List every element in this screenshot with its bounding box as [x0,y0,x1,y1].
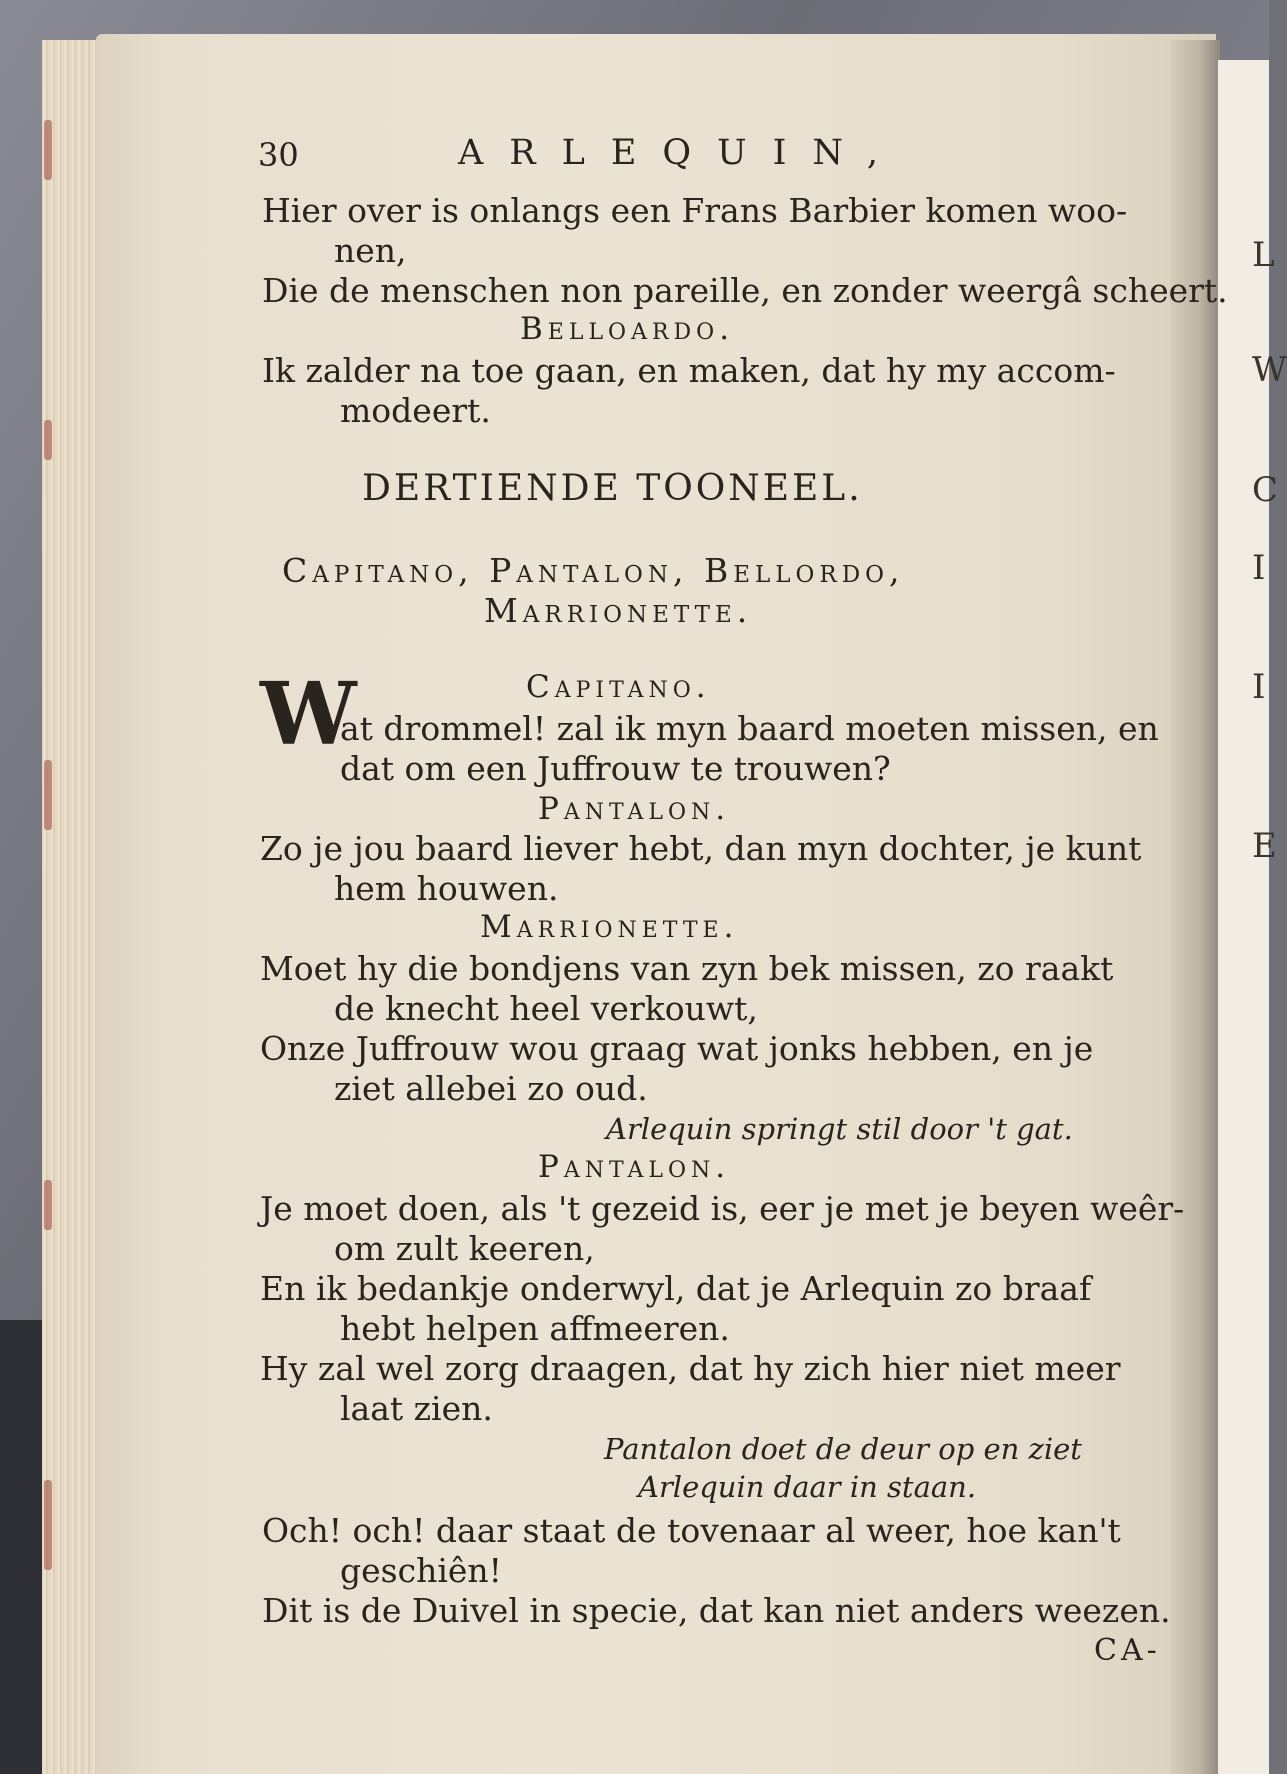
speaker-pantalon: Pantalon. [538,1149,731,1185]
text-line: Je moet doen, als 't gezeid is, eer je met je beyen weêr- [260,1189,1185,1228]
facing-page-letter: E [1252,826,1277,866]
cast-list: Marrionette. [484,591,753,630]
stage-direction: Arlequin springt stil door 't gat. [606,1112,1073,1146]
text-line: modeert. [340,391,491,430]
scene-title: DERTIENDE TOONEEL. [362,468,863,509]
text-line: Moet hy die bondjens van zyn bek missen, zo raakt [260,949,1114,988]
text-line: ziet allebei zo oud. [334,1069,648,1108]
text-line: hem houwen. [334,869,559,908]
text-line: Zo je jou baard liever hebt, dan myn dochter, je kunt [260,829,1142,868]
facing-page-letter: I [1252,548,1266,588]
text-line: at drommel! zal ik myn baard moeten missen, en [340,709,1159,748]
text-line: de knecht heel verkouwt, [334,989,758,1028]
text-line: Hy zal wel zorg draagen, dat hy zich hier niet meer [260,1349,1121,1388]
facing-page-letter: W [1252,350,1287,390]
text-line: laat zien. [340,1389,493,1428]
edge-stain [44,760,52,830]
speaker-marrionette: Marrionette. [480,909,739,945]
stage-direction: Pantalon doet de deur op en ziet [604,1432,1082,1466]
facing-page [1218,60,1269,1774]
text-line: En ik bedankje onderwyl, dat je Arlequin zo braaf [260,1269,1092,1308]
text-line: Die de menschen non pareille, en zonder weergâ scheert. [262,271,1228,310]
text-line: om zult keeren, [334,1229,595,1268]
edge-stain [44,1180,52,1230]
page-header [258,130,1138,178]
drop-capital: W [260,664,357,765]
text-line: geschiên! [340,1551,502,1590]
running-head: ARLEQUIN, [458,133,904,173]
text-line: Onze Juffrouw wou graag wat jonks hebben, en je [260,1029,1094,1068]
edge-stain [44,420,52,460]
catchword: CA- [1094,1633,1161,1668]
edge-stain [44,120,52,180]
text-line: Och! och! daar staat de tovenaar al weer, hoe kan't [262,1511,1121,1550]
facing-page-letter: L [1252,235,1275,275]
text-line: Ik zalder na toe gaan, en maken, dat hy my accom- [262,351,1116,390]
page-number: 30 [258,136,299,174]
speaker-belloardo: Belloardo. [520,311,735,347]
text-line: hebt helpen affmeeren. [340,1309,730,1348]
stage-direction: Arlequin daar in staan. [638,1470,977,1504]
text-line: Hier over is onlangs een Frans Barbier komen woo- [262,191,1128,230]
facing-page-letter: C [1252,470,1279,510]
speaker-pantalon: Pantalon. [538,791,731,827]
speaker-capitano: Capitano. [526,669,711,705]
facing-page-letter: I [1252,667,1266,707]
edge-stain [44,1480,52,1570]
cast-list: Capitano, Pantalon, Bellordo, [282,551,905,590]
text-line: nen, [334,231,407,270]
text-line: dat om een Juffrouw te trouwen? [340,749,891,788]
text-line: Dit is de Duivel in specie, dat kan niet anders weezen. [262,1591,1171,1630]
